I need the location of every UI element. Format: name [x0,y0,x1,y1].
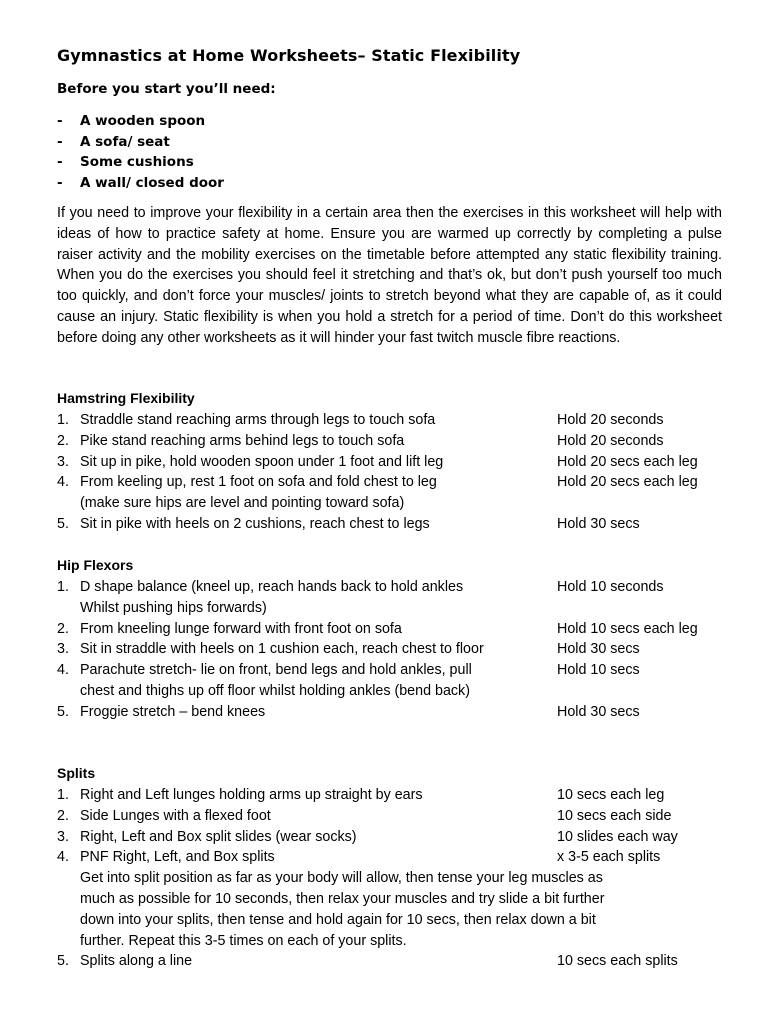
exercise-number: 5. [57,703,69,720]
exercise-item [57,639,737,660]
exercise-hold-time: Hold 10 secs each leg [557,620,698,637]
exercise-description-continued: (make sure hips are level and pointing toward sofa) [80,495,405,512]
hip-exercise-list [57,577,737,723]
exercise-item [57,951,737,972]
exercise-description: Sit in straddle with heels on 1 cushion each, reach chest to floor [80,641,484,658]
exercise-item [57,452,737,473]
exercise-number: 2. [57,432,69,449]
section-title-hip-flexors: Hip Flexors [57,557,134,573]
exercise-description: Right and Left lunges holding arms up straight by ears [80,787,423,803]
exercise-hold-time: Hold 20 secs each leg [557,474,698,491]
exercise-number: 4. [57,849,69,866]
requirements-heading: Before you start you’ll need: [57,81,276,97]
requirement-text: A wall/ closed door [80,174,224,191]
exercise-description: From keeling up, rest 1 foot on sofa and fold chest to leg [80,474,437,491]
splits-exercise-list [57,785,737,972]
exercise-item [57,431,737,452]
bullet-dash: - [57,174,63,191]
pnf-detail-line: down into your splits, then tense and hold again for 10 secs, then relax down a bit [80,911,596,928]
hamstring-exercise-list [57,410,737,535]
exercise-description: Froggie stretch – bend knees [80,703,266,720]
exercise-item [57,619,737,640]
exercise-item [57,806,737,827]
exercise-number: 3. [57,453,69,470]
exercise-hold-time: 10 secs each splits [557,953,678,970]
exercise-description-continued: chest and thighs up off floor whilst holding ankles (bend back) [80,682,470,699]
bullet-dash: - [57,133,63,150]
exercise-description: Sit up in pike, hold wooden spoon under 1 foot and lift leg [80,453,444,470]
exercise-hold-time: 10 secs each leg [557,787,665,803]
exercise-number: 5. [57,953,69,970]
exercise-number: 1. [57,412,69,428]
pnf-detail-line: Get into split position as far as your body will allow, then tense your leg muscles as [80,870,603,887]
exercise-description: Side Lunges with a flexed foot [80,807,271,824]
exercise-item [57,847,737,951]
exercise-item [57,785,737,806]
exercise-description: D shape balance (kneel up, reach hands back to hold ankles [80,579,464,595]
exercise-description: Splits along a line [80,953,193,970]
exercise-item [57,410,737,431]
exercise-description: Sit in pike with heels on 2 cushions, reach chest to legs [80,515,430,532]
exercise-hold-time: Hold 10 seconds [557,579,664,595]
exercise-description: Straddle stand reaching arms through legs to touch sofa [80,412,436,428]
exercise-hold-time: Hold 30 secs [557,515,640,532]
exercise-description: From kneeling lunge forward with front foot on sofa [80,620,402,637]
exercise-hold-time: 10 secs each side [557,807,672,824]
exercise-hold-time: 10 slides each way [557,828,678,845]
worksheet-title: Gymnastics at Home Worksheets– Static Flexibility [57,46,521,65]
pnf-detail-line: further. Repeat this 3-5 times on each of your splits. [80,932,407,949]
exercise-description: Right, Left and Box split slides (wear socks) [80,828,357,845]
requirement-text: A sofa/ seat [80,133,170,150]
exercise-number: 2. [57,620,69,637]
exercise-number: 1. [57,579,69,595]
exercise-number: 1. [57,787,69,803]
exercise-hold-time: x 3-5 each splits [557,849,661,866]
exercise-item [57,827,737,848]
exercise-hold-time: Hold 10 secs [557,662,640,679]
exercise-number: 3. [57,828,69,845]
exercise-item [57,472,737,514]
section-title-hamstring: Hamstring Flexibility [57,390,195,406]
exercise-number: 4. [57,662,69,679]
exercise-item [57,702,737,723]
exercise-number: 5. [57,515,69,532]
exercise-description-continued: Whilst pushing hips forwards) [80,599,267,616]
exercise-number: 4. [57,474,69,491]
exercise-item [57,514,737,535]
exercise-hold-time: Hold 30 secs [557,703,640,720]
exercise-number: 2. [57,807,69,824]
exercise-hold-time: Hold 20 seconds [557,412,664,428]
exercise-description: PNF Right, Left, and Box splits [80,849,275,866]
section-title-splits: Splits [57,765,96,781]
exercise-hold-time: Hold 20 secs each leg [557,453,698,470]
exercise-item [57,660,737,702]
exercise-hold-time: Hold 30 secs [557,641,640,658]
exercise-hold-time: Hold 20 seconds [557,432,664,449]
exercise-description: Pike stand reaching arms behind legs to touch sofa [80,432,405,449]
bullet-dash: - [57,154,63,170]
exercise-number: 3. [57,641,69,658]
intro-paragraph: If you need to improve your flexibility in a certain area then the exercises in this worksheet will help with ideas of how to practice safety at home. Ensure you are warmed up correctly by completing a pulse raiser activity and the mobility exercises on the timetable before attempted any static flexibility training. When you do the exercises you should feel it stretching and that’s ok, but don’t push yourself too much too quickly, and don’t force your muscles/ joints to stretch beyond what they are capable of, as it could cause an injury. Static flexibility is when you hold a stretch for a period of time. Don’t do this worksheet before doing any other worksheets as it will hinder your fast twitch muscle fibre reactions. [57,205,722,346]
pnf-detail-line: much as possible for 10 seconds, then relax your muscles and try slide a bit further [80,890,605,907]
exercise-item [57,577,737,619]
requirement-text: A wooden spoon [80,113,206,129]
requirement-text: Some cushions [80,154,194,170]
bullet-dash: - [57,113,63,129]
exercise-description: Parachute stretch- lie on front, bend legs and hold ankles, pull [80,662,472,679]
